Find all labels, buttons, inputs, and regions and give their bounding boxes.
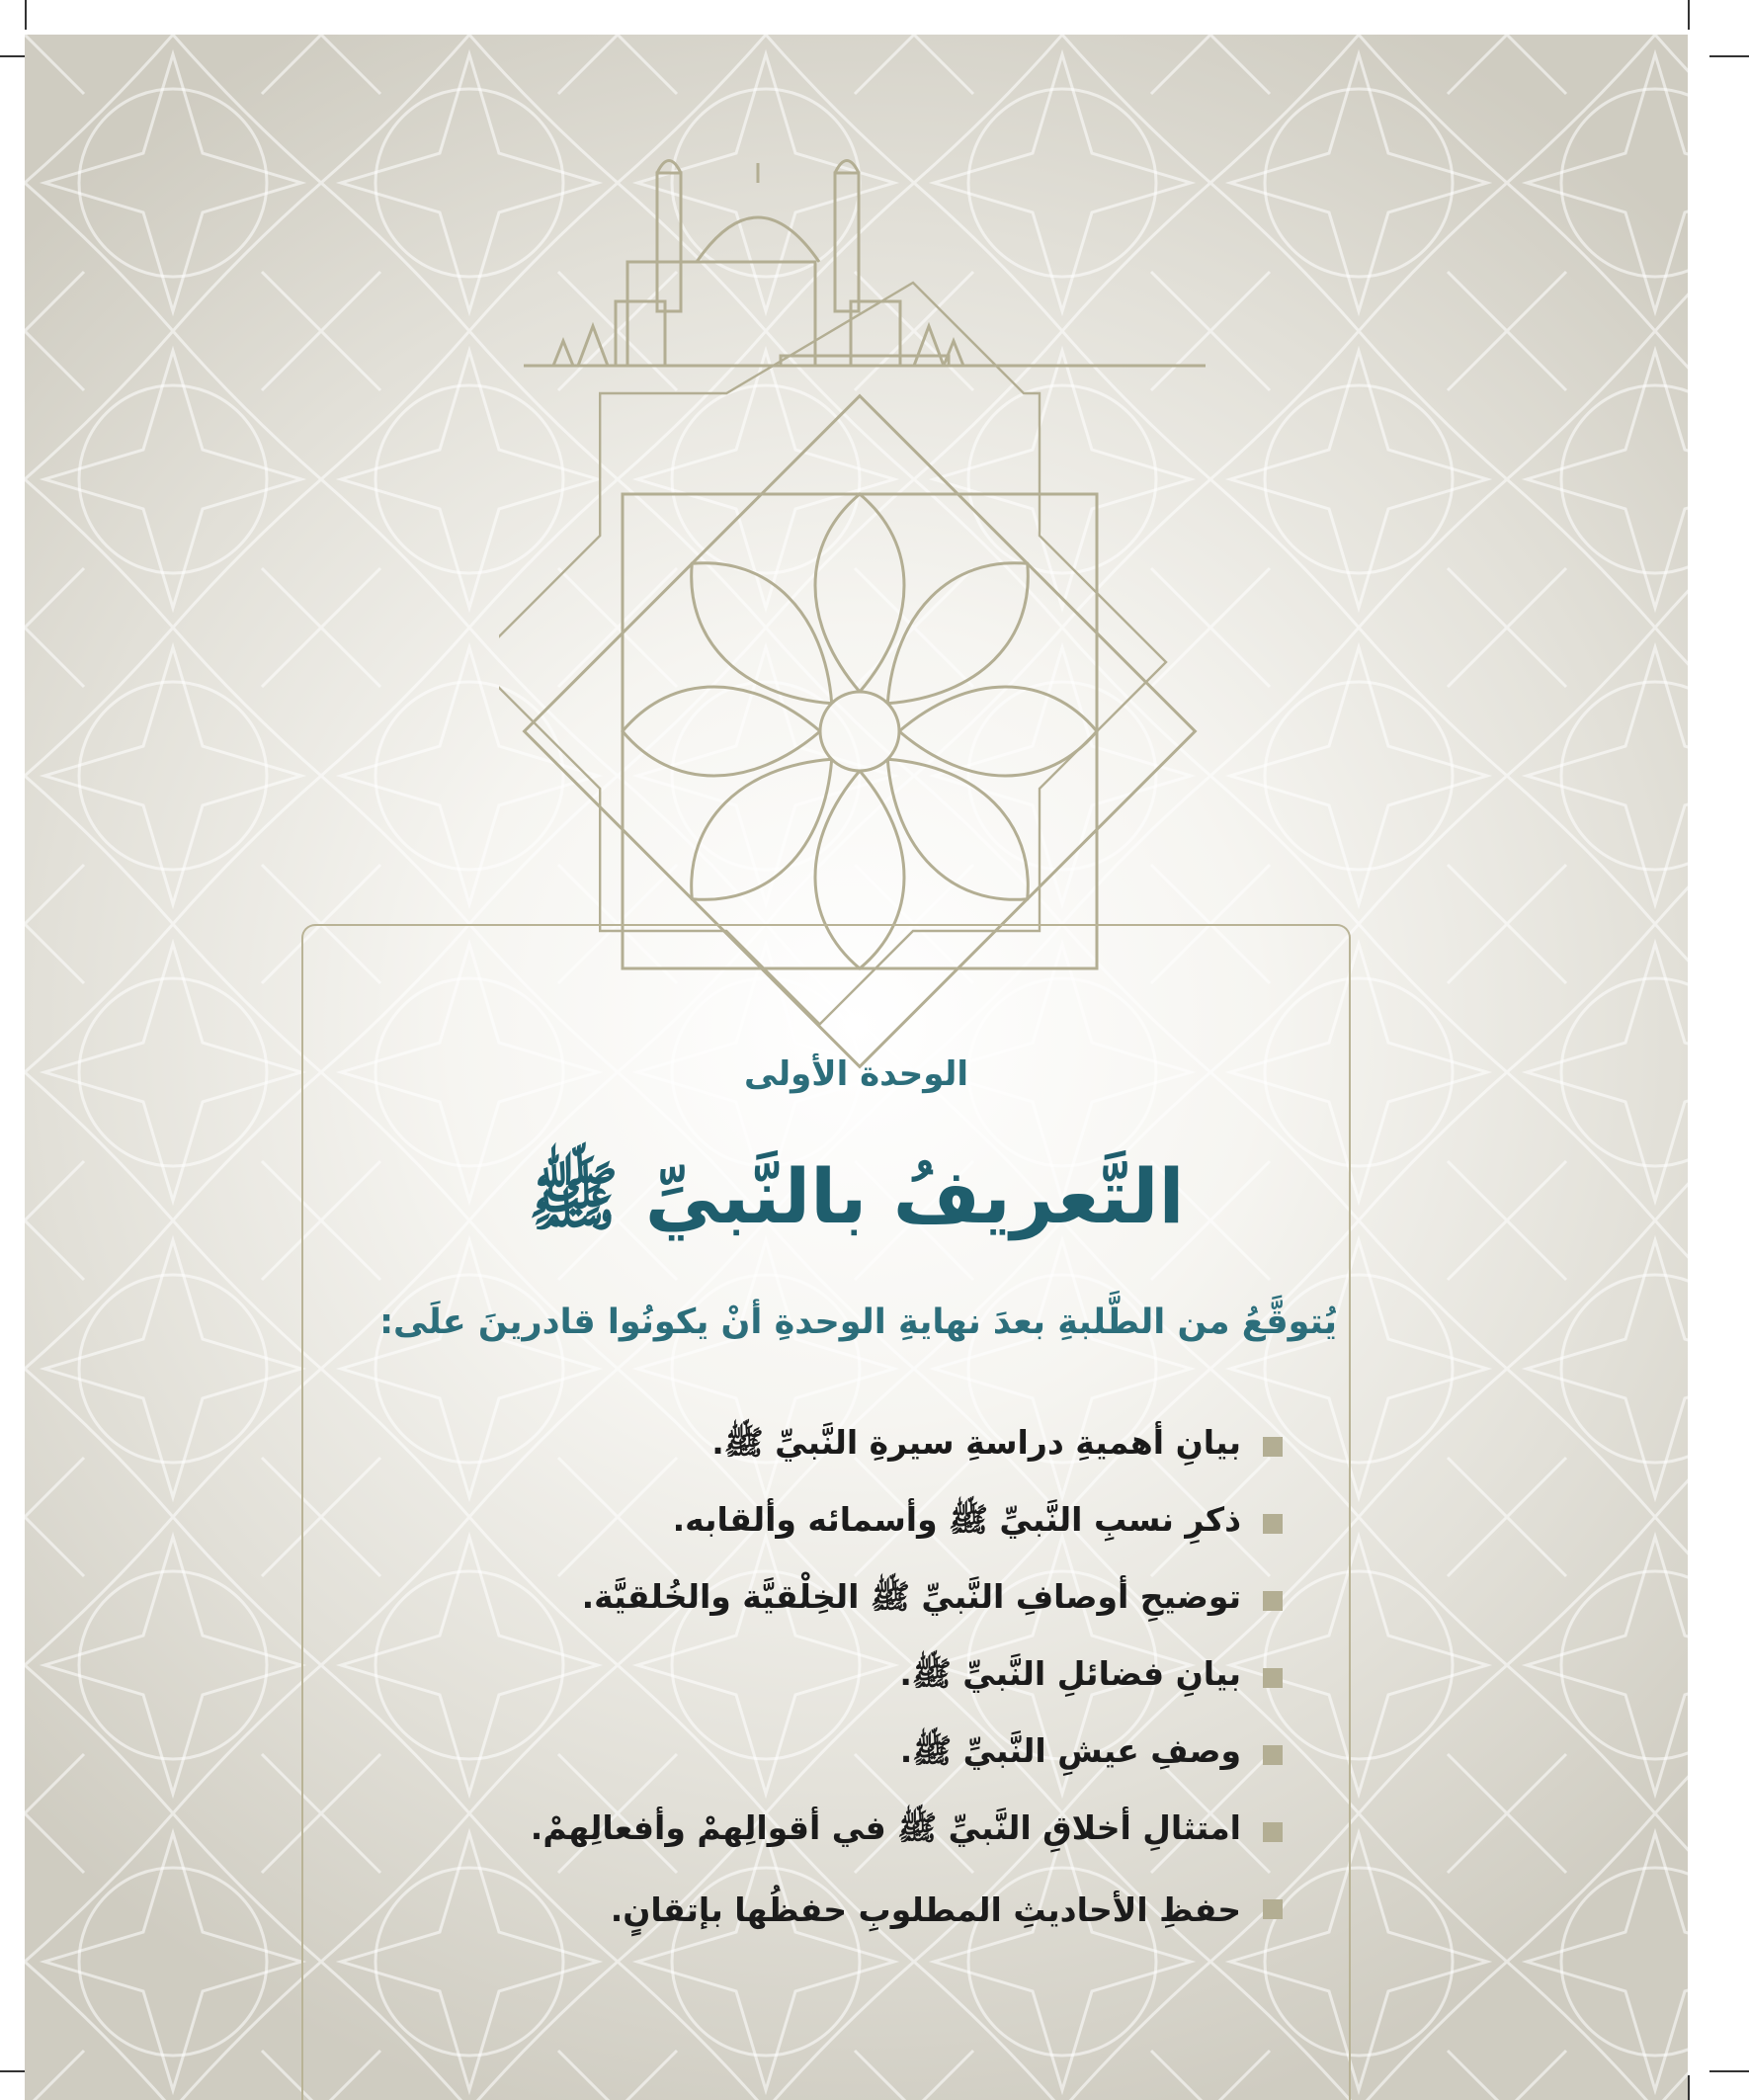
- objective-item: [393, 1639, 1283, 1717]
- objective-text: ذكرِ نسبِ النَّبيِّ ﷺ وأسمائه وألقابه.: [672, 1500, 1241, 1539]
- square-bullet-icon: [1263, 1668, 1283, 1688]
- objective-item: [393, 1794, 1283, 1871]
- mosque-silhouette-icon: [539, 161, 1191, 367]
- objective-item: [393, 1562, 1283, 1639]
- crop-mark: [1709, 2070, 1749, 2072]
- objective-item: [393, 1871, 1283, 1948]
- crop-mark: [1688, 2075, 1690, 2100]
- crop-mark: [1709, 55, 1749, 57]
- crop-mark: [0, 2070, 25, 2072]
- objectives-list: [393, 1408, 1283, 1948]
- square-bullet-icon: [1263, 1822, 1283, 1842]
- objective-text: حفظِ الأحاديثِ المطلوبِ حفظُها بإتقانٍ.: [610, 1890, 1241, 1929]
- page: [25, 35, 1688, 2100]
- objective-text: بيانِ أهميةِ دراسةِ سيرةِ النَّبيِّ ﷺ.: [711, 1423, 1241, 1462]
- objective-text: وصفِ عيشِ النَّبيِّ ﷺ.: [899, 1731, 1241, 1770]
- square-bullet-icon: [1263, 1514, 1283, 1534]
- crop-mark: [1688, 0, 1690, 30]
- square-bullet-icon: [1263, 1745, 1283, 1765]
- objective-item: [393, 1717, 1283, 1794]
- unit-title: التَّعريفُ بالنَّبيِّ ﷺ: [528, 1152, 1185, 1240]
- square-bullet-icon: [1263, 1899, 1283, 1919]
- crop-mark: [0, 55, 25, 57]
- square-bullet-icon: [1263, 1437, 1283, 1457]
- objective-text: امتثالِ أخلاقِ النَّبيِّ ﷺ في أقوالِهمْ وأفعالِهمْ.: [530, 1808, 1241, 1847]
- objective-text: توضيحِ أوصافِ النَّبيِّ ﷺ الخِلْقيَّة والخُلقيَّة.: [581, 1577, 1241, 1616]
- crop-mark: [25, 0, 27, 30]
- objective-text: بيانِ فضائلِ النَّبيِّ ﷺ.: [899, 1654, 1241, 1693]
- objective-item: [393, 1408, 1283, 1485]
- square-bullet-icon: [1263, 1591, 1283, 1611]
- objective-item: [393, 1485, 1283, 1562]
- objectives-intro: يُتوقَّعُ من الطَّلبةِ بعدَ نهايةِ الوحدةِ أنْ يكونُوا قادرينَ علَى:: [379, 1302, 1337, 1342]
- unit-label: الوحدة الأولى: [743, 1054, 969, 1094]
